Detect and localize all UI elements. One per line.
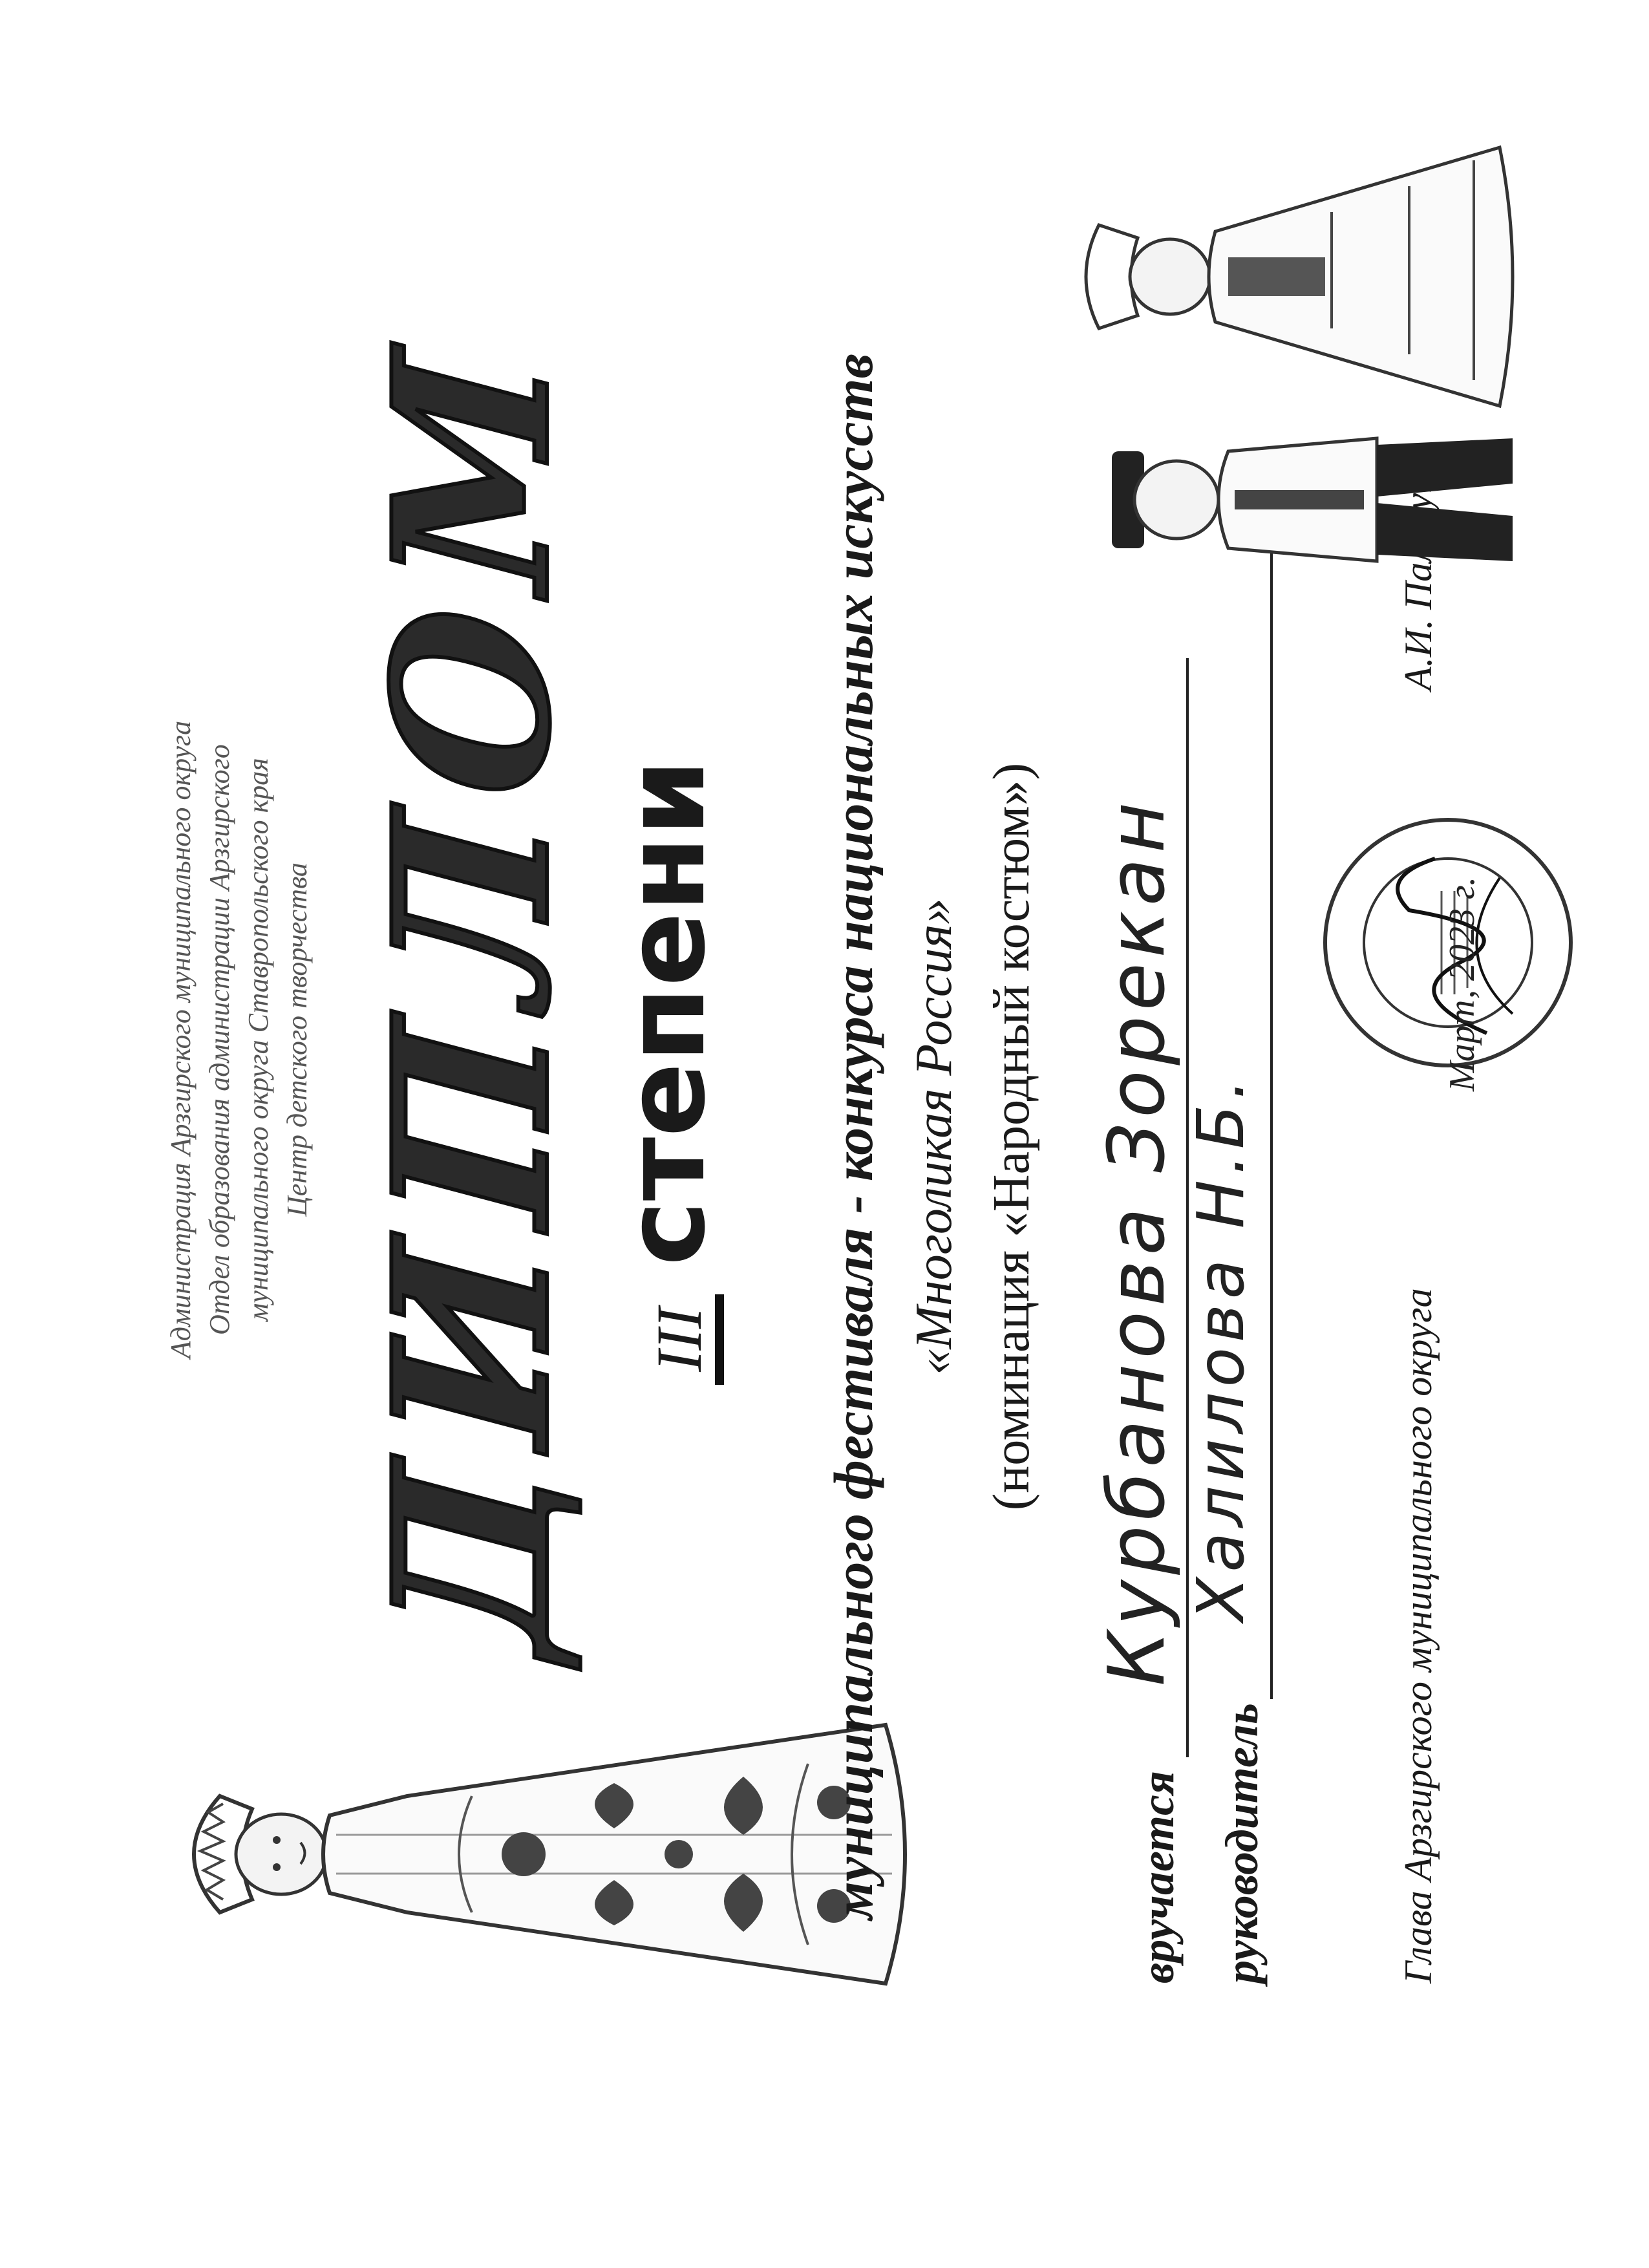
nomination: (номинация «Народный костюм») bbox=[983, 762, 1040, 1511]
issuer-header bbox=[162, 555, 317, 1524]
diploma-title: ДИПЛОМ bbox=[346, 325, 597, 1663]
header-line-2: Отдел образования администрации Арзгирского bbox=[204, 744, 235, 1335]
degree-row bbox=[602, 587, 730, 1557]
stamp-date: Март, 2023 г. bbox=[1442, 876, 1482, 1091]
awarded-label: вручается bbox=[1132, 1770, 1184, 1984]
awarded-name: Курбанова Зорекан bbox=[1092, 797, 1182, 1686]
folk-couple-illustration bbox=[1073, 96, 1526, 600]
supervisor-label: руководитель bbox=[1216, 1703, 1268, 1984]
supervisor-underline bbox=[1270, 471, 1273, 1699]
degree-word: степени bbox=[602, 759, 730, 1267]
header-line-3: муниципального округа Ставропольского края bbox=[242, 758, 274, 1321]
degree-number: III bbox=[644, 1294, 724, 1385]
contest-name: «Многоликая Россия» bbox=[906, 898, 963, 1375]
header-line-4: Центр детского творчества bbox=[281, 862, 313, 1217]
signatory-name: А.И. Палагута bbox=[1397, 445, 1440, 690]
signatory-title: Глава Арзгирского муниципального округа bbox=[1397, 1288, 1440, 1984]
festival-line: муниципального фестиваля - конкурса национальных искусств bbox=[822, 353, 884, 1920]
supervisor-name: Халилова Н.Б. bbox=[1183, 1073, 1259, 1621]
header-line-1: Администрация Арзгирского муниципального округа bbox=[165, 720, 197, 1359]
